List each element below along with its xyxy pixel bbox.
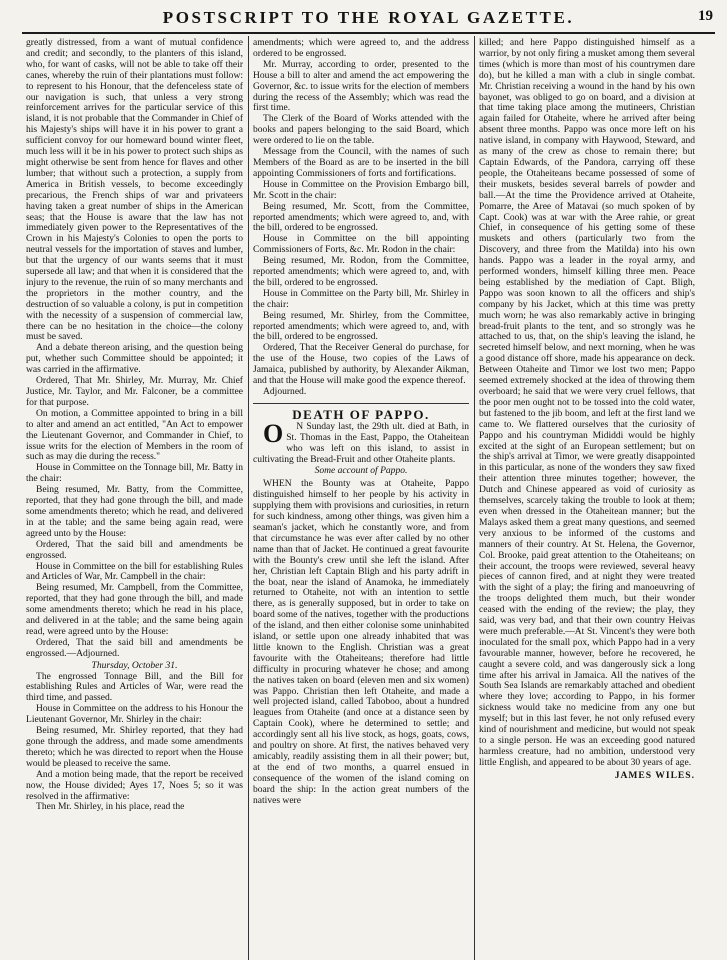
column-2 [248,36,474,960]
paragraph: House in Committee on the Tonnage bill, Mr. Batty in the chair: [26,462,243,485]
drop-cap: O [263,418,284,448]
paragraph: Then Mr. Shirley, in his place, read the [36,801,185,813]
article-lead-paragraph [253,418,469,466]
paragraph: House in Committee on the Party bill, Mr. Shirley in the chair: [253,287,469,310]
section-divider [253,401,469,404]
paragraph: House in Committee on the Provision Embargo bill, Mr. Scott in the chair: [253,178,469,201]
paragraph: greatly distressed, from a want of mutual confidence and credit; and secondly, to the planters of this island, who, for want of casks, will not be able to take off their canes, whereby the ruin of their plantations must follow: to represent to his Honour, that the defenceless state of our navigation is such, that unless a very strong reinforcement arrives for the particular service of this island, it is not probable that the Commander in Chief of his Majesty's ships will have it in his power to grant a sufficient convoy for our homeward bound winter fleet, much less will it be in his power to protect such ships as might otherwise be sent from hence for flaves and other lumber; that without such a protection, a supply from America in British vessels, to become exceedingly precarious, the French ships of war and privateers having taken a great number of ships in the American seas; that the House is aware that the law has not immediately given power to the Representatives of the Crown in his Majesty's Colonies to open the ports to neutral vessels for the importation of staves and lumber, but that the urgency of our wants seems that it must supersede all law; and that when it is considered that the injury to the revenue, the ruin of so many merchants and the proprietors in the mother country, and the destruction of so valuable a colony, is put in competition with the necessity of a suspension of commercial law, there can be no hesitation in the choice—the colony must be saved. [26,37,243,343]
paragraph: Message from the Council, with the names of such Members of the Board as are to be inserted in the bill appointing Commissioners of forts and fortifications. [253,146,469,179]
paragraph: And a debate thereon arising, and the question being put, whether such Committee should be appointed; it was carried in the affirmative. [26,342,243,376]
paragraph: Ordered, That Mr. Shirley, Mr. Murray, Mr. Chief Justice, Mr. Taylor, and Mr. Falconer, be a committee for that purpose. [26,375,243,408]
paragraph: House in Committee on the address to his Honour the Lieutenant Governor, Mr. Shirley in the chair: [26,703,243,726]
masthead-title: POSTSCRIPT TO THE ROYAL GAZETTE. [162,8,575,27]
paragraph: Ordered, That the said bill and amendments be engrossed.—Adjourned. [26,636,243,659]
article-columns [22,36,715,960]
paragraph: Being resumed, Mr. Shirley, from the Committee, reported amendments; which were agreed to, and, with the bill, ordered to be engrossed. [253,309,469,343]
paragraph: Being resumed, Mr. Scott, from the Committee, reported amendments; which were agreed to, and, with the bill, ordered to be engrossed. [253,200,469,234]
paragraph: Being resumed, Mr. Rodon, from the Committee, reported amendments; which were agreed to, and, with the bill, ordered to be engrossed. [253,255,469,288]
paragraph: The Clerk of the Board of Works attended with the books and papers belonging to the said Board, which were ordered to lie on the table. [253,113,469,147]
paragraph: Mr. Murray, according to order, presented to the House a bill to alter and amend the act empowering the Governor, &c. to issue writs for the election of members during the recess of the Assembly; which was read the first time. [253,58,469,114]
paragraph: Ordered, That the said bill and amendments be engrossed. [26,538,243,561]
paragraph: Being resumed, Mr. Batty, from the Committee, reported, that they had gone through the bill, and made some amendments thereto; which he read, and delivered in at the table; and the same being again read, were agreed unto by the House: [26,484,243,539]
masthead [22,6,715,34]
dateline: Thursday, October 31. [91,659,178,671]
article-subheading: Some account of Pappo. [314,465,408,477]
paragraph: On motion, a Committee appointed to bring in a bill to alter and amend an act entitled, "An Act to empower the Lieutenant Governor, and Commander in Chief, to issue writs for the election of Members in the room of such as may die during the recess." [26,407,243,463]
paragraph: amendments; which were agreed to, and the address ordered to be engrossed. [253,37,469,59]
paragraph: The engrossed Tonnage Bill, and the Bill for establishing Rules and Articles of War, were read the third time, and passed. [26,670,243,704]
paragraph: WHEN the Bounty was at Otaheite, Pappo distinguished himself to her people by his activity in supplying them with provisions and curiosities, in return for such kindness, among other things, was given him a seaman's jacket, which he constantly wore, and from that circumstance he was ever after called by no other name than that of Jacket. He continued a great favourite with the Bounty's crew until she left the island. After her, Christian left Captain Bligh and his party adrift in the boat, near the island of Anamoka, he immediately returned to Otaheite, not with an intention to settle there, as is generally supposed, but in order to take on board some of the natives, together with the productions of the island, and then either colonise some uninhabited island, or settle upon one already inhabited that was little known to the English. Christian was a great favourite with the Otaheiteans; therefore had little difficulty in procuring whatever he chose; and among the natives taken on board (eleven men and six women) was Pappo. Christian then left Otaheite, and made a well projected island, called Taboboo, about a hundred leagues from Otaheite (and once at a distance seen by Captain Cook), where he determined to settle; and accordingly sent all his live stock, as hogs, goats, cows, and poultry on shore. At first, the natives behaved very amicably, readily assisting them in all their power; but, at the end of two months, a quarrel ensued in consequence of the women of the island coming on board the ship: In the action great numbers of the natives were [253,478,469,806]
paragraph: And a motion being made, that the report be received now, the House divided; Ayes 17, Noes 5; so it was resolved in the affirmative: [26,768,243,802]
paragraph: Adjourned. [263,386,307,397]
column-1 [22,36,248,960]
paragraph: Ordered, That the Receiver General do purchase, for the use of the House, two copies of the Laws of Jamaica, published by authority, by Alexander Aikman, and that the House will make good the expence thereof. [253,342,469,387]
paragraph: Being resumed, Mr. Shirley reported, that they had gone through the address, and made some amendments thereto; which he was directed to report when the House would be pleased to receive the same. [26,725,243,769]
paragraph: Being resumed, Mr. Campbell, from the Committee, reported, that they had gone through the bill, and made some amendments thereto; which he read in his place, and delivered in at the table; and the same being again read, were agreed unto by the House: [26,582,243,637]
author-signature: JAMES WILES. [614,769,695,781]
lead-text: N Sunday last, the 29th ult. died at Bath, in St. Thomas in the East, Pappo, the Otaheitean who was left on this island, to assist in cultivating the Bread-Fruit and other Otaheite plants. [253,420,469,465]
paragraph: House in Committee on the bill appointing Commissioners of Forts, &c. Mr. Rodon in the chair: [253,233,469,256]
column-3 [474,36,700,960]
paragraph: House in Committee on the bill for establishing Rules and Articles of War, Mr. Campbell in the chair: [26,560,243,583]
paragraph: killed; and here Pappo distinguished himself as a warrior, by not only firing a musket among them several times (which is more than most of his countrymen dare do), but he killed a man with a club in single combat. Mr. Christian receiving a wound in the hand by his own bayonet, was obliged to go on board, and a division at that time taking place among the mutineers, Christian again failed for Otaheite, where he arrived after being absent three months. Pappo was once more left on his native island, in company with Haywood, Steward, and as many of the crew as chose to remain there; but Captain Edwards, of the Pandora, carrying off these people, the Otaheiteans became possessed of some of their muskets, besides several barrels of powder and ball.—At the time the Providence arrived at Otaheite, Pomarre, the Aree of Matavai (so much spoken of by Capt. Cook) was at war with the Aree rahie, or great Chief, in consequence of his getting some of these muskets and others (particularly two from the Discovery, and three from the Matilda) into his own hands. Pappo was a leader in the royal army, and performed wonders, himself killing three men. Peace being established by the mediation of Capt. Bligh, Pappo was soon known to all the officers and ship's company by his Jacket, which at this time was pretty much worn; he was also remarkably active in bringing bread-fruit plants to the tent, and so strongly was he attached to us, that, on the ship's leaving the island, he secreted himself below, and next morning, when he was a good distance off shore, made his appearance on deck. Between Otaheite and Timor we lost two men; Pappo seemed extremely shocked at the idea of throwing them overboard; he said that we were very cruel fellows, that the poor men ought not to be tossed into the cold water, but fastened to the jib boom, and left at the first land we came to. We flattered ourselves that the curiosity of Pappo and his countryman Mididdi would be highly excited at the sight of an European settlement; but on the ship's arrival at Timor, we were greatly disappointed in this particular, as none of the wonders they saw fixed their attention three minutes together; however, the Dutch and Chinese appeared as void of curiosity as themselves, scarcely taking the trouble to look at them; even when dressed in the Otaheitean manner; but the Malays asked them a great many questions, and seemed very anxious to be informed of the customs and manners of their country. At St. Helena, the Governor, Col. Brooke, paid great attention to the Otaheiteans; on their account, the troops were reviewed, several heavy pieces of cannon fired, and at night they were treated with the sight of a play; the firing and manoeuvring of the troops delighted them much, but their wonder ceased with the ending of the review; the play, they said, was very bad, and that their own country Heivas were much preferable.—At St. Vincent's they were both inoculated for the small pox, which Pappo had in a very favourable manner, however, before he recovered, he caught a severe cold, and was dangerously sick a long time after his arrival in Jamaica. All the natives of the South Sea Islands are remarkably attached and obedient where they love; according to Pappo, in his former sickness would take no medicine from any one but myself; but in this last fever, he not only refused every kind of nourishment and medicine, but would not speak to a single person. He was an exceeding good natured harmless creature, had no ambition, understood very little English, and appeared to be about 30 years of age. [479,37,695,768]
page-number: 19 [698,8,713,24]
article-heading: DEATH OF PAPPO. [292,406,430,422]
